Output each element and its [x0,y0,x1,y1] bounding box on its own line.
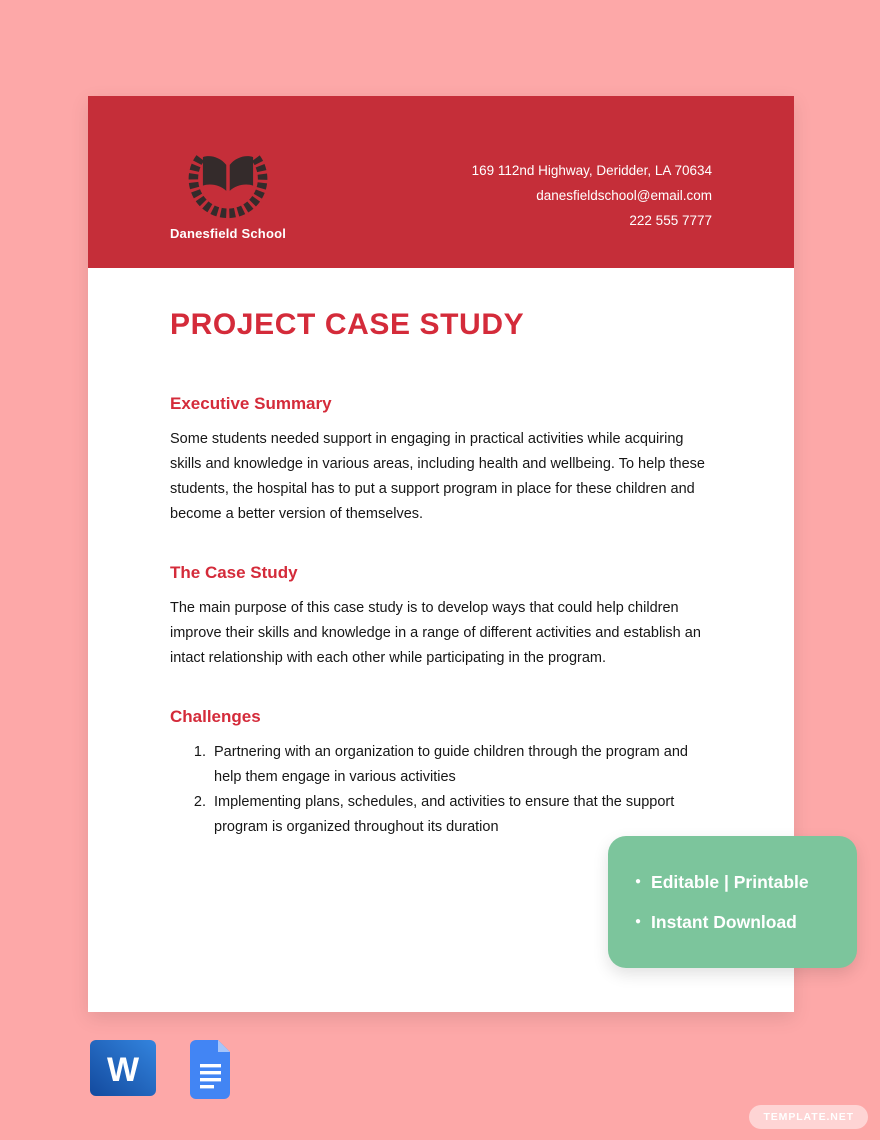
list-item-text: Implementing plans, schedules, and activities to ensure that the support program is organized throughout its duration [214,794,675,835]
section-heading-case-study: The Case Study [170,563,298,582]
template-net-badge[interactable]: TEMPLATE.NET [749,1105,868,1129]
list-item-number: 2. [193,794,206,810]
promo-line [635,912,857,933]
section-heading-executive-summary: Executive Summary [170,394,332,413]
document-header [88,96,794,268]
list-item-number: 1. [193,744,206,760]
school-logo [166,132,290,241]
school-name: Danesfield School [169,226,287,241]
promo-label-instant-download: Instant Download [651,911,797,932]
list-item [170,790,710,840]
section-body-executive-summary: Some students needed support in engaging in practical activities while acquiring skills and knowledge in various areas, including health and wellbeing. To help these students, the hospital has to put a support program in place for these children and become a better version of themselves. [170,431,705,522]
contact-phone: 222 555 7777 [629,213,712,228]
bullet-icon: ● [635,916,642,927]
gdocs-icon[interactable] [190,1040,235,1104]
section-executive-summary [170,394,710,527]
section-case-study [170,563,710,671]
promo-label-editable-printable: Editable | Printable [651,871,809,892]
section-body-case-study: The main purpose of this case study is to develop ways that could help children improve their skills and knowledge in a range of different activities and establish an intact relationship with each other while participating in the program. [170,600,701,666]
page-title: PROJECT CASE STUDY [170,308,525,341]
list-item [170,740,710,790]
contact-info [472,158,712,233]
promo-line [635,872,857,893]
laurel-book-logo-icon [176,132,280,222]
section-heading-challenges: Challenges [170,707,261,726]
list-item-text: Partnering with an organization to guide children through the program and help them engage in various activities [214,744,688,785]
file-format-icons [90,1040,235,1104]
word-icon[interactable] [90,1040,156,1104]
bullet-icon: ● [635,876,642,887]
svg-text:W: W [106,1051,140,1089]
promo-badge [608,836,857,968]
document-body [88,308,794,840]
challenges-list [170,740,710,840]
contact-email: danesfieldschool@email.com [536,188,712,203]
section-challenges [170,707,710,840]
contact-address: 169 112nd Highway, Deridder, LA 70634 [471,163,712,178]
